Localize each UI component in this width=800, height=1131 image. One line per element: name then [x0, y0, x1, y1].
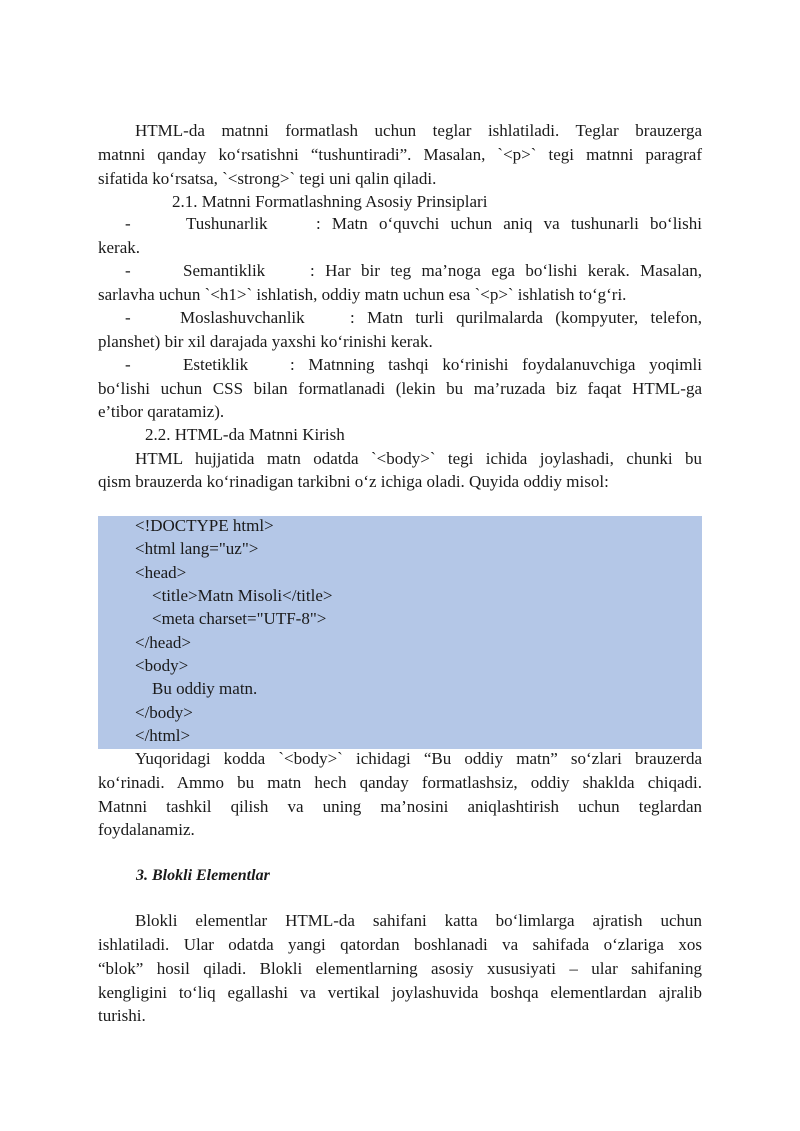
bullet-item-moslashuvchanlik: [98, 308, 702, 328]
block-para-line-5: turishi.: [98, 1006, 146, 1025]
code-line: <title>Matn Misoli</title>: [135, 586, 333, 605]
code-line: <!DOCTYPE html>: [135, 516, 274, 535]
bullet-item-tushunarlik: [98, 214, 702, 234]
bullet-text: : Matn o‘quvchi uchun aniq va tushunarli bo‘lishi: [316, 214, 702, 233]
block-para-line-4: kengligini to‘liq egallashi va vertikal joylashuvida boshqa elementlardan ajralib: [98, 983, 702, 1002]
bullet-item-estetiklik: [98, 355, 702, 375]
bullet-text: : Matn turli qurilmalarda (kompyuter, telefon,: [350, 308, 702, 327]
code-example-block: [98, 516, 702, 749]
intro-line-3: sifatida ko‘rsatsa, `<strong>` tegi uni qalin qiladi.: [98, 169, 437, 188]
code-line: </html>: [135, 726, 191, 745]
intro-line-1: HTML-da matnni formatlash uchun teglar ishlatiladi. Teglar brauzerga: [135, 121, 702, 140]
bullet-dash: -: [125, 214, 131, 233]
code-line: <html lang="uz">: [135, 539, 259, 558]
bullet-item-semantiklik: [98, 261, 702, 281]
code-line: </head>: [135, 633, 191, 652]
bullet-text: : Har bir teg ma’noga ega bo‘lishi kerak. Masalan,: [310, 261, 702, 280]
section-3-title: 3. Blokli Elementlar: [136, 867, 270, 884]
intro-line-2: matnni qanday ko‘rsatishni “tushuntiradi”. Masalan, `<p>` tegi matnni paragraf: [98, 145, 702, 164]
block-para-line-1: Blokli elementlar HTML-da sahifani katta bo‘limlarga ajratish uchun: [135, 911, 702, 930]
body-intro-line-2: qism brauzerda ko‘rinadigan tarkibni o‘z ichiga oladi. Quyida oddiy misol:: [98, 472, 609, 491]
bullet-dash: -: [125, 261, 131, 280]
bullet-continuation: kerak.: [98, 238, 141, 257]
code-line: <head>: [135, 563, 187, 582]
bullet-continuation: sarlavha uchun `<h1>` ishlatish, oddiy matn uchun esa `<p>` ishlatish to‘g‘ri.: [98, 285, 627, 304]
block-para-line-2: ishlatiladi. Ular odatda yangi qatordan boshlanadi va sahifada o‘zlariga xos: [98, 935, 702, 954]
bullet-term: Moslashuvchanlik: [180, 308, 305, 327]
after-code-line-1: Yuqoridagi kodda `<body>` ichidagi “Bu oddiy matn” so‘zlari brauzerda: [135, 749, 702, 768]
bullet-continuation: e’tibor qaratamiz).: [98, 402, 225, 421]
after-code-line-3: Matnni tashkil qilish va uning ma’nosini aniqlashtirish uchun teglardan: [98, 797, 702, 816]
section-2-1-title: 2.1. Matnni Formatlashning Asosiy Prinsiplari: [172, 192, 488, 211]
bullet-term: Estetiklik: [183, 355, 249, 374]
code-line: </body>: [135, 703, 193, 722]
after-code-line-2: ko‘rinadi. Ammo bu matn hech qanday formatlashsiz, oddiy shaklda chiqadi.: [98, 773, 702, 792]
code-line: <meta charset="UTF-8">: [135, 609, 327, 628]
code-line: Bu oddiy matn.: [135, 679, 258, 698]
bullet-dash: -: [125, 308, 131, 327]
code-line: <body>: [135, 656, 189, 675]
after-code-line-4: foydalanamiz.: [98, 820, 195, 839]
bullet-dash: -: [125, 355, 131, 374]
section-2-2-title: 2.2. HTML-da Matnni Kirish: [145, 425, 345, 444]
bullet-text: : Matnning tashqi ko‘rinishi foydalanuvchiga yoqimli: [290, 355, 702, 374]
bullet-continuation: planshet) bir xil darajada yaxshi ko‘rinishi kerak.: [98, 332, 433, 351]
bullet-term: Semantiklik: [183, 261, 266, 280]
bullet-continuation: bo‘lishi uchun CSS bilan formatlanadi (lekin bu ma’ruzada biz faqat HTML-ga: [98, 379, 702, 398]
block-para-line-3: “blok” hosil qiladi. Blokli elementlarning asosiy xususiyati – ular sahifaning: [98, 959, 702, 978]
bullet-term: Tushunarlik: [186, 214, 268, 233]
body-intro-line-1: HTML hujjatida matn odatda `<body>` tegi ichida joylashadi, chunki bu: [135, 449, 702, 468]
